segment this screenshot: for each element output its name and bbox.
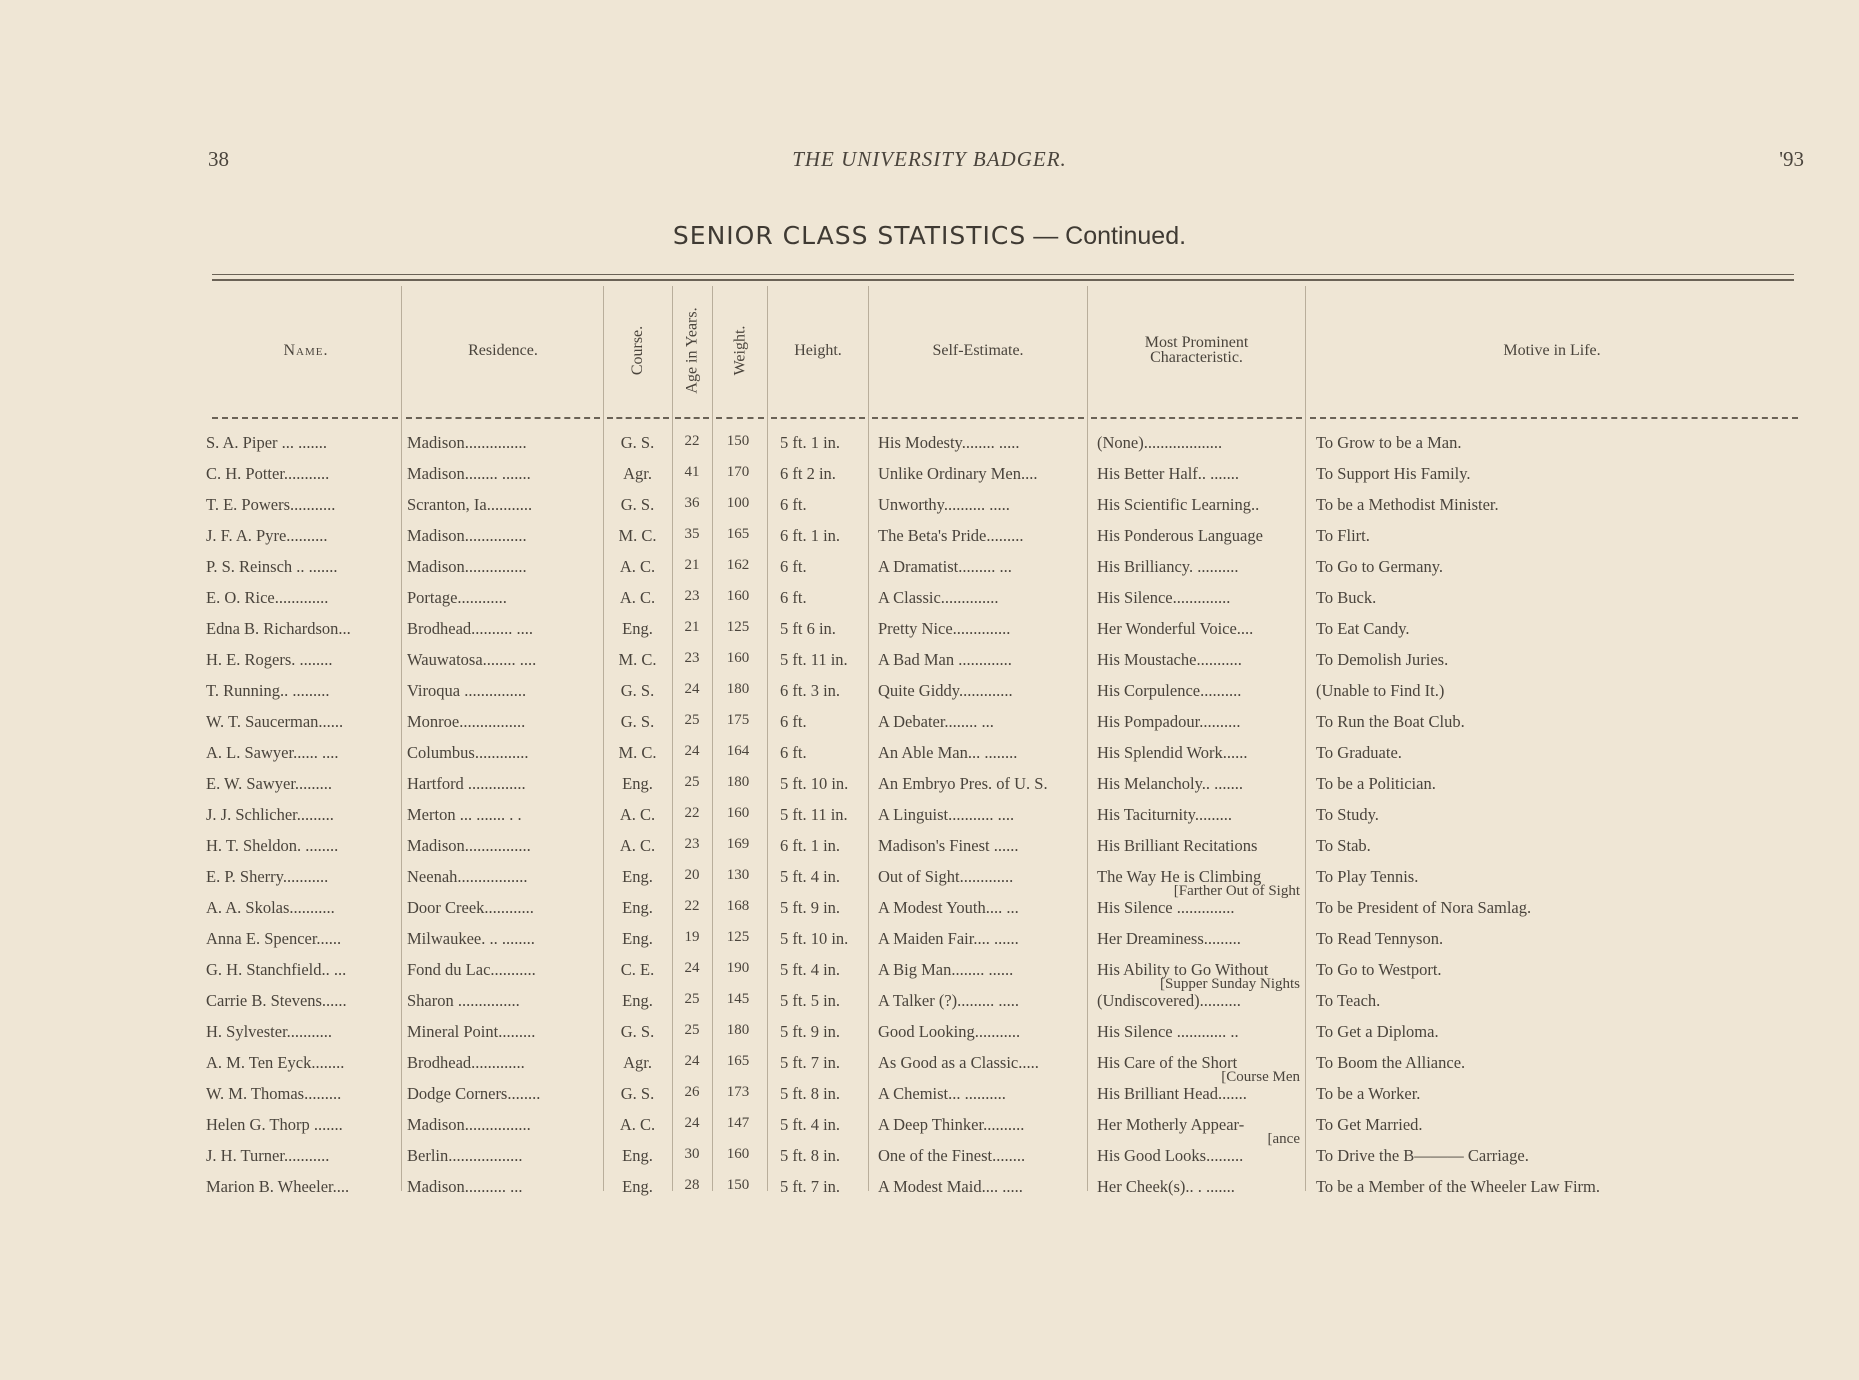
self-estimate-cell: A Chemist... .......... — [878, 1084, 1006, 1103]
age-cell: 24 — [684, 743, 700, 759]
course-cell: Eng. — [622, 1177, 653, 1196]
self-estimate-cell: Quite Giddy............. — [878, 681, 1013, 700]
name-cell: Edna B. Richardson... — [206, 619, 351, 638]
self-estimate-cell: His Modesty........ ..... — [878, 433, 1020, 452]
name-cell: T. Running.. ......... — [206, 681, 330, 700]
characteristic-cell: His Taciturnity......... — [1097, 805, 1232, 824]
motive-cell: (Unable to Find It.) — [1316, 681, 1445, 700]
residence-cell: Door Creek............ — [407, 898, 534, 917]
weight-cell: 100 — [726, 495, 750, 511]
table-row — [0, 1177, 1859, 1208]
name-cell: H. T. Sheldon. ........ — [206, 836, 339, 855]
weight-cell: 175 — [726, 712, 750, 728]
self-estimate-cell: An Able Man... ........ — [878, 743, 1018, 762]
col-header-motive: Motive in Life. — [1503, 341, 1601, 359]
weight-cell: 160 — [726, 650, 750, 666]
course-cell: M. C. — [618, 650, 657, 669]
page-title — [0, 221, 1859, 251]
age-cell: 21 — [684, 557, 700, 573]
characteristic-cell: His Ability to Go Without — [1097, 960, 1269, 979]
self-estimate-cell: An Embryo Pres. of U. S. — [878, 774, 1048, 793]
motive-cell: To Play Tennis. — [1316, 867, 1419, 886]
age-cell: 24 — [684, 1053, 700, 1069]
table-row — [0, 929, 1859, 960]
name-cell: P. S. Reinsch .. ....... — [206, 557, 338, 576]
weight-cell: 180 — [726, 681, 750, 697]
name-cell: S. A. Piper ... ....... — [206, 433, 328, 452]
year-mark: '93 — [1779, 147, 1804, 171]
characteristic-cell: His Ponderous Language — [1097, 526, 1263, 545]
weight-cell: 160 — [726, 1146, 750, 1162]
residence-cell: Madison................ — [407, 1115, 531, 1134]
height-cell: 5 ft. 9 in. — [780, 1022, 841, 1041]
characteristic-continuation: [Course Men — [1221, 1069, 1300, 1085]
height-cell: 6 ft. 1 in. — [780, 526, 841, 545]
col-header-course — [605, 300, 671, 400]
weight-cell: 125 — [726, 929, 750, 945]
residence-cell: Monroe................ — [407, 712, 526, 731]
table-row — [0, 991, 1859, 1022]
height-cell: 6 ft. — [780, 712, 807, 731]
motive-cell: To Graduate. — [1316, 743, 1402, 762]
self-estimate-cell: A Dramatist......... ... — [878, 557, 1012, 576]
height-cell: 5 ft. 11 in. — [780, 650, 848, 669]
motive-cell: To be President of Nora Samlag. — [1316, 898, 1532, 917]
motive-cell: To Read Tennyson. — [1316, 929, 1444, 948]
characteristic-cell: His Moustache........... — [1097, 650, 1242, 669]
table-row — [0, 805, 1859, 836]
height-cell: 5 ft. 9 in. — [780, 898, 841, 917]
self-estimate-cell: A Classic.............. — [878, 588, 999, 607]
table-row — [0, 960, 1859, 991]
course-cell: Eng. — [622, 619, 653, 638]
characteristic-cell: His Melancholy.. ....... — [1097, 774, 1244, 793]
name-cell: A. L. Sawyer...... .... — [206, 743, 339, 762]
self-estimate-cell: Unlike Ordinary Men.... — [878, 464, 1038, 483]
name-cell: E. O. Rice............. — [206, 588, 329, 607]
height-cell: 6 ft. — [780, 495, 807, 514]
motive-cell: To Drive the B——— Carriage. — [1316, 1146, 1529, 1165]
weight-cell: 130 — [726, 867, 750, 883]
name-cell: J. H. Turner........... — [206, 1146, 330, 1165]
self-estimate-cell: A Linguist........... .... — [878, 805, 1015, 824]
course-cell: G. S. — [620, 433, 655, 452]
height-cell: 5 ft. 8 in. — [780, 1146, 841, 1165]
weight-cell: 164 — [726, 743, 750, 759]
name-cell: G. H. Stanchfield.. ... — [206, 960, 347, 979]
title-main: SENIOR CLASS STATISTICS — [672, 221, 1027, 250]
table-row — [0, 1053, 1859, 1084]
residence-cell: Merton ... ....... . . — [407, 805, 522, 824]
self-estimate-cell: A Modest Youth.... ... — [878, 898, 1019, 917]
course-cell: A. C. — [619, 588, 656, 607]
name-cell: Carrie B. Stevens...... — [206, 991, 347, 1010]
characteristic-cell: (Undiscovered).......... — [1097, 991, 1241, 1010]
characteristic-cell: His Brilliancy. .......... — [1097, 557, 1239, 576]
course-cell: Eng. — [622, 774, 653, 793]
course-cell: M. C. — [618, 743, 657, 762]
age-cell: 19 — [684, 929, 700, 945]
col-header-name: Name. — [283, 341, 329, 359]
height-cell: 6 ft. — [780, 588, 807, 607]
motive-cell: To Buck. — [1316, 588, 1377, 607]
course-cell: M. C. — [618, 526, 657, 545]
table-row — [0, 619, 1859, 650]
self-estimate-cell: A Maiden Fair.... ...... — [878, 929, 1019, 948]
characteristic-cell: His Silence ............ .. — [1097, 1022, 1239, 1041]
self-estimate-cell: As Good as a Classic..... — [878, 1053, 1039, 1072]
course-cell: A. C. — [619, 557, 656, 576]
page-header — [0, 147, 1859, 177]
age-cell: 23 — [684, 588, 700, 604]
residence-cell: Neenah................. — [407, 867, 528, 886]
age-cell: 22 — [684, 433, 700, 449]
characteristic-cell: His Pompadour.......... — [1097, 712, 1241, 731]
name-cell: J. F. A. Pyre.......... — [206, 526, 328, 545]
characteristic-continuation: [Farther Out of Sight — [1173, 883, 1300, 899]
col-header-age-label: Age in Years. — [683, 306, 701, 394]
characteristic-cell: The Way He is Climbing — [1097, 867, 1262, 886]
motive-cell: To Get a Diploma. — [1316, 1022, 1439, 1041]
characteristic-cell: His Corpulence.......... — [1097, 681, 1242, 700]
header-underline — [716, 417, 764, 419]
self-estimate-cell: A Modest Maid.... ..... — [878, 1177, 1023, 1196]
course-cell: G. S. — [620, 1022, 655, 1041]
table-row — [0, 867, 1859, 898]
self-estimate-cell: A Talker (?)......... ..... — [878, 991, 1020, 1010]
characteristic-cell: His Brilliant Recitations — [1097, 836, 1258, 855]
weight-cell: 168 — [726, 898, 750, 914]
age-cell: 24 — [684, 960, 700, 976]
weight-cell: 150 — [726, 1177, 750, 1193]
page-number: 38 — [208, 147, 229, 171]
table-row — [0, 588, 1859, 619]
name-cell: H. Sylvester........... — [206, 1022, 333, 1041]
characteristic-cell: (None)................... — [1097, 433, 1223, 452]
col-header-course-label: Course. — [629, 325, 647, 375]
table-row — [0, 743, 1859, 774]
header-underline — [212, 417, 398, 419]
age-cell: 25 — [684, 991, 700, 1007]
height-cell: 5 ft. 1 in. — [780, 433, 841, 452]
weight-cell: 173 — [726, 1084, 750, 1100]
table-row — [0, 464, 1859, 495]
course-cell: Agr. — [623, 464, 652, 483]
course-cell: A. C. — [619, 805, 656, 824]
table-row — [0, 495, 1859, 526]
name-cell: J. J. Schlicher......... — [206, 805, 334, 824]
age-cell: 35 — [684, 526, 700, 542]
characteristic-cell: His Better Half.. ....... — [1097, 464, 1240, 483]
residence-cell: Madison............... — [407, 433, 527, 452]
name-cell: T. E. Powers........... — [206, 495, 336, 514]
course-cell: Eng. — [622, 1146, 653, 1165]
characteristic-cell: His Silence .............. — [1097, 898, 1235, 917]
characteristic-cell: His Silence.............. — [1097, 588, 1231, 607]
age-cell: 28 — [684, 1177, 700, 1193]
residence-cell: Madison.......... ... — [407, 1177, 523, 1196]
header-underline — [406, 417, 600, 419]
self-estimate-cell: A Bad Man ............. — [878, 650, 1012, 669]
weight-cell: 169 — [726, 836, 750, 852]
characteristic-continuation: [ance — [1267, 1131, 1300, 1147]
age-cell: 23 — [684, 650, 700, 666]
course-cell: Eng. — [622, 991, 653, 1010]
height-cell: 6 ft. 1 in. — [780, 836, 841, 855]
age-cell: 41 — [684, 464, 700, 480]
table-row — [0, 712, 1859, 743]
name-cell: Anna E. Spencer...... — [206, 929, 342, 948]
height-cell: 5 ft. 7 in. — [780, 1053, 841, 1072]
name-cell: Helen G. Thorp ....... — [206, 1115, 343, 1134]
weight-cell: 160 — [726, 805, 750, 821]
header-underline — [872, 417, 1084, 419]
residence-cell: Mineral Point......... — [407, 1022, 536, 1041]
characteristic-cell: His Scientific Learning.. — [1097, 495, 1260, 514]
name-cell: A. A. Skolas........... — [206, 898, 335, 917]
self-estimate-cell: Out of Sight............. — [878, 867, 1014, 886]
course-cell: Eng. — [622, 898, 653, 917]
age-cell: 24 — [684, 681, 700, 697]
age-cell: 22 — [684, 805, 700, 821]
height-cell: 5 ft. 4 in. — [780, 867, 841, 886]
course-cell: A. C. — [619, 1115, 656, 1134]
course-cell: G. S. — [620, 681, 655, 700]
self-estimate-cell: Madison's Finest ...... — [878, 836, 1019, 855]
self-estimate-cell: A Debater........ ... — [878, 712, 994, 731]
weight-cell: 165 — [726, 1053, 750, 1069]
residence-cell: Portage............ — [407, 588, 507, 607]
height-cell: 5 ft. 10 in. — [780, 774, 849, 793]
name-cell: H. E. Rogers. ........ — [206, 650, 333, 669]
table-row — [0, 526, 1859, 557]
self-estimate-cell: One of the Finest........ — [878, 1146, 1026, 1165]
height-cell: 6 ft. — [780, 557, 807, 576]
course-cell: G. S. — [620, 495, 655, 514]
motive-cell: To be a Worker. — [1316, 1084, 1421, 1103]
name-cell: W. M. Thomas......... — [206, 1084, 342, 1103]
residence-cell: Madison........ ....... — [407, 464, 531, 483]
height-cell: 5 ft 6 in. — [780, 619, 836, 638]
motive-cell: To Go to Westport. — [1316, 960, 1442, 979]
course-cell: G. S. — [620, 1084, 655, 1103]
name-cell: A. M. Ten Eyck........ — [206, 1053, 345, 1072]
table-row — [0, 1022, 1859, 1053]
residence-cell: Dodge Corners........ — [407, 1084, 541, 1103]
col-header-characteristic: Most Prominent Characteristic. — [1144, 334, 1249, 366]
motive-cell: To Grow to be a Man. — [1316, 433, 1462, 452]
characteristic-cell: Her Motherly Appear- — [1097, 1115, 1245, 1134]
self-estimate-cell: The Beta's Pride......... — [878, 526, 1024, 545]
residence-cell: Berlin.................. — [407, 1146, 523, 1165]
height-cell: 5 ft. 8 in. — [780, 1084, 841, 1103]
weight-cell: 160 — [726, 588, 750, 604]
course-cell: Eng. — [622, 929, 653, 948]
motive-cell: To Get Married. — [1316, 1115, 1423, 1134]
residence-cell: Hartford .............. — [407, 774, 526, 793]
height-cell: 5 ft. 11 in. — [780, 805, 848, 824]
table-row — [0, 1115, 1859, 1146]
course-cell: Agr. — [623, 1053, 652, 1072]
height-cell: 5 ft. 4 in. — [780, 960, 841, 979]
characteristic-cell: Her Cheek(s).. . ....... — [1097, 1177, 1235, 1196]
table-row — [0, 1146, 1859, 1177]
age-cell: 25 — [684, 712, 700, 728]
weight-cell: 162 — [726, 557, 750, 573]
residence-cell: Milwaukee. .. ........ — [407, 929, 535, 948]
header-underline — [771, 417, 865, 419]
height-cell: 5 ft. 4 in. — [780, 1115, 841, 1134]
top-rule-1 — [212, 274, 1794, 275]
motive-cell: To Flirt. — [1316, 526, 1370, 545]
residence-cell: Columbus............. — [407, 743, 529, 762]
residence-cell: Scranton, Ia........... — [407, 495, 533, 514]
residence-cell: Wauwatosa........ .... — [407, 650, 537, 669]
age-cell: 22 — [684, 898, 700, 914]
table-row — [0, 836, 1859, 867]
weight-cell: 150 — [726, 433, 750, 449]
motive-cell: To Support His Family. — [1316, 464, 1471, 483]
course-cell: A. C. — [619, 836, 656, 855]
table-row — [0, 898, 1859, 929]
height-cell: 6 ft. — [780, 743, 807, 762]
name-cell: C. H. Potter........... — [206, 464, 330, 483]
table-row — [0, 1084, 1859, 1115]
motive-cell: To Study. — [1316, 805, 1379, 824]
table-row — [0, 774, 1859, 805]
age-cell: 25 — [684, 1022, 700, 1038]
motive-cell: To be a Politician. — [1316, 774, 1436, 793]
statistics-table-body — [0, 433, 1859, 1208]
col-header-weight — [714, 300, 766, 400]
self-estimate-cell: Pretty Nice.............. — [878, 619, 1011, 638]
residence-cell: Madison................ — [407, 836, 531, 855]
course-cell: G. S. — [620, 712, 655, 731]
course-cell: Eng. — [622, 867, 653, 886]
age-cell: 21 — [684, 619, 700, 635]
motive-cell: To Eat Candy. — [1316, 619, 1410, 638]
height-cell: 5 ft. 7 in. — [780, 1177, 841, 1196]
age-cell: 24 — [684, 1115, 700, 1131]
weight-cell: 147 — [726, 1115, 750, 1131]
header-underline — [1091, 417, 1302, 419]
residence-cell: Brodhead............. — [407, 1053, 525, 1072]
motive-cell: To Boom the Alliance. — [1316, 1053, 1466, 1072]
age-cell: 30 — [684, 1146, 700, 1162]
height-cell: 6 ft. 3 in. — [780, 681, 841, 700]
col-header-weight-label: Weight. — [731, 325, 749, 375]
residence-cell: Madison............... — [407, 557, 527, 576]
residence-cell: Brodhead.......... .... — [407, 619, 534, 638]
residence-cell: Sharon ............... — [407, 991, 520, 1010]
self-estimate-cell: Unworthy.......... ..... — [878, 495, 1010, 514]
top-rule-2 — [212, 279, 1794, 281]
age-cell: 23 — [684, 836, 700, 852]
characteristic-cell: His Care of the Short — [1097, 1053, 1238, 1072]
characteristic-cell: His Good Looks......... — [1097, 1146, 1244, 1165]
motive-cell: To Stab. — [1316, 836, 1371, 855]
name-cell: W. T. Saucerman...... — [206, 712, 344, 731]
weight-cell: 190 — [726, 960, 750, 976]
name-cell: Marion B. Wheeler.... — [206, 1177, 350, 1196]
height-cell: 5 ft. 5 in. — [780, 991, 841, 1010]
motive-cell: To Run the Boat Club. — [1316, 712, 1465, 731]
residence-cell: Madison............... — [407, 526, 527, 545]
weight-cell: 165 — [726, 526, 750, 542]
motive-cell: To be a Member of the Wheeler Law Firm. — [1316, 1177, 1600, 1196]
title-continued: — Continued. — [1026, 222, 1187, 250]
characteristic-cell: Her Wonderful Voice.... — [1097, 619, 1254, 638]
course-cell: C. E. — [620, 960, 655, 979]
age-cell: 20 — [684, 867, 700, 883]
table-row — [0, 433, 1859, 464]
characteristic-cell: His Splendid Work...... — [1097, 743, 1248, 762]
header-underline — [607, 417, 669, 419]
self-estimate-cell: A Deep Thinker.......... — [878, 1115, 1025, 1134]
table-row — [0, 650, 1859, 681]
name-cell: E. P. Sherry........... — [206, 867, 329, 886]
height-cell: 5 ft. 10 in. — [780, 929, 849, 948]
header-underline — [675, 417, 709, 419]
table-row — [0, 557, 1859, 588]
col-header-height: Height. — [794, 341, 842, 359]
col-header-self-estimate: Self-Estimate. — [932, 341, 1024, 359]
age-cell: 36 — [684, 495, 700, 511]
characteristic-continuation: [Supper Sunday Nights — [1160, 976, 1300, 992]
weight-cell: 170 — [726, 464, 750, 480]
weight-cell: 180 — [726, 774, 750, 790]
characteristic-cell: His Brilliant Head....... — [1097, 1084, 1247, 1103]
motive-cell: To be a Methodist Minister. — [1316, 495, 1499, 514]
name-cell: E. W. Sawyer......... — [206, 774, 333, 793]
self-estimate-cell: A Big Man........ ...... — [878, 960, 1014, 979]
col-header-age — [673, 300, 711, 400]
characteristic-cell: Her Dreaminess......... — [1097, 929, 1241, 948]
table-row — [0, 681, 1859, 712]
residence-cell: Fond du Lac........... — [407, 960, 536, 979]
col-header-residence: Residence. — [468, 341, 538, 359]
age-cell: 25 — [684, 774, 700, 790]
running-title: THE UNIVERSITY BADGER. — [792, 147, 1067, 171]
weight-cell: 145 — [726, 991, 750, 1007]
weight-cell: 180 — [726, 1022, 750, 1038]
residence-cell: Viroqua ............... — [407, 681, 527, 700]
weight-cell: 125 — [726, 619, 750, 635]
motive-cell: To Go to Germany. — [1316, 557, 1443, 576]
motive-cell: To Demolish Juries. — [1316, 650, 1449, 669]
self-estimate-cell: Good Looking........... — [878, 1022, 1021, 1041]
motive-cell: To Teach. — [1316, 991, 1381, 1010]
height-cell: 6 ft 2 in. — [780, 464, 836, 483]
age-cell: 26 — [684, 1084, 700, 1100]
header-underline — [1310, 417, 1798, 419]
